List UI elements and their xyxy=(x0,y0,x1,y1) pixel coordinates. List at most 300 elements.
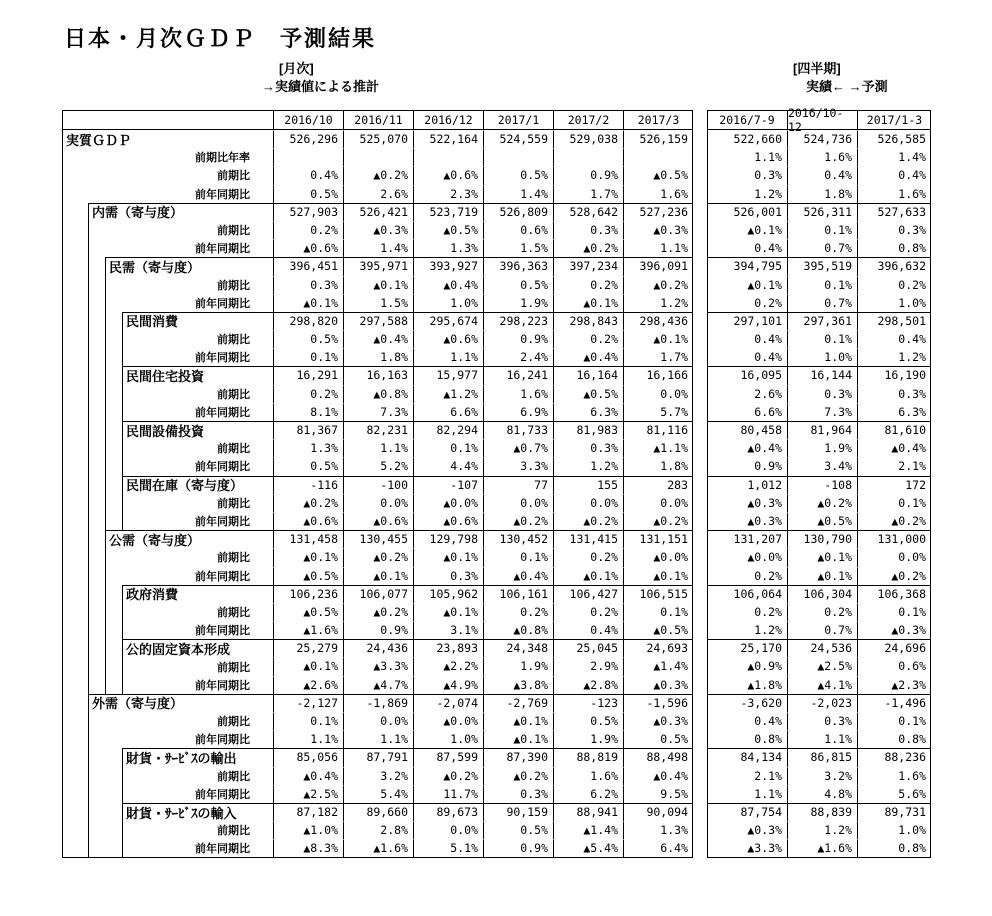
section-box-left-border xyxy=(122,476,123,494)
value-cell: 393,927 xyxy=(413,257,483,275)
value-cell: 5.2% xyxy=(343,457,413,475)
metric-row xyxy=(62,767,932,785)
value-cell: ▲2.5% xyxy=(273,785,343,803)
quarterly-values-group xyxy=(707,767,931,785)
column-header-quarter: 2017/1-3 xyxy=(857,110,931,130)
monthly-values-group xyxy=(62,348,693,366)
section-box-left-border xyxy=(122,748,123,766)
value-cell: 0.1% xyxy=(273,712,343,730)
quarterly-values-group xyxy=(707,457,931,475)
column-header-quarter: 2016/10-12 xyxy=(787,110,857,130)
hierarchy-guide-line xyxy=(88,257,89,275)
section-box-left-border xyxy=(122,385,123,403)
quarterly-header-group xyxy=(707,105,931,134)
monthly-values-group xyxy=(62,294,693,312)
metric-row xyxy=(62,348,932,366)
value-cell: 87,791 xyxy=(343,748,413,766)
value-cell: 0.2% xyxy=(483,603,553,621)
monthly-note-line1: [月次] xyxy=(279,61,314,76)
value-cell: ▲3.3% xyxy=(747,841,782,856)
value-cell: 90,159 xyxy=(483,803,553,821)
quarterly-values-group xyxy=(707,803,931,821)
value-cell: 88,941 xyxy=(553,803,623,821)
value-cell: 131,207 xyxy=(707,530,787,548)
hierarchy-guide-line xyxy=(105,621,106,639)
value-cell: ▲0.9% xyxy=(747,659,782,674)
value-cell: -1,496 xyxy=(857,694,931,712)
value-cell: 6.2% xyxy=(553,785,623,803)
value-cell: 396,451 xyxy=(273,257,343,275)
value-cell: ▲0.5% xyxy=(273,567,343,585)
hierarchy-guide-line xyxy=(105,348,106,366)
value-cell: 0.4% xyxy=(273,166,343,184)
value-cell: 0.2% xyxy=(857,276,931,294)
value-cell: 526,809 xyxy=(483,203,553,221)
value-cell: 16,164 xyxy=(553,366,623,384)
row-label-cell xyxy=(62,294,273,312)
value-cell: ▲8.3% xyxy=(273,839,343,857)
monthly-values-group xyxy=(62,657,693,675)
value-cell: 522,660 xyxy=(733,132,782,146)
quarterly-values-group xyxy=(707,421,931,439)
quarterly-values-group xyxy=(707,785,931,803)
hierarchy-guide-line xyxy=(88,494,89,512)
row-label-cell xyxy=(62,221,273,239)
value-cell: 1.6% xyxy=(857,185,931,203)
value-cell: ▲0.0% xyxy=(623,548,693,566)
value-cell: 1.9% xyxy=(483,657,553,675)
value-cell: 0.5% xyxy=(623,730,693,748)
row-label-cell xyxy=(62,530,273,548)
value-cell: -100 xyxy=(343,476,413,494)
value-cell: 1.4% xyxy=(483,185,553,203)
value-cell: 1.2% xyxy=(754,623,782,638)
value-cell: ▲0.2% xyxy=(553,512,623,530)
value-cell: 3.1% xyxy=(413,621,483,639)
value-cell: ▲2.5% xyxy=(787,657,857,675)
value-cell: 16,163 xyxy=(343,366,413,384)
value-cell: 1.7% xyxy=(553,185,623,203)
value-cell: 24,536 xyxy=(787,639,857,657)
quarterly-values-group xyxy=(707,839,931,857)
row-label-cell xyxy=(62,385,273,403)
value-cell: ▲0.2% xyxy=(483,767,553,785)
value-cell: -2,074 xyxy=(413,694,483,712)
hierarchy-guide-line xyxy=(88,421,89,439)
section-box-left-border xyxy=(122,803,123,821)
value-cell: ▲0.1% xyxy=(787,567,857,585)
row-label-cell xyxy=(62,348,273,366)
value-cell: 396,363 xyxy=(483,257,553,275)
row-label-cell xyxy=(62,785,273,803)
value-cell: 0.7% xyxy=(787,621,857,639)
section-box-left-border xyxy=(105,567,106,585)
value-cell: ▲0.1% xyxy=(273,548,343,566)
value-cell: 395,971 xyxy=(343,257,413,275)
hierarchy-guide-line xyxy=(105,439,106,457)
metric-label: 前期比 xyxy=(217,388,250,401)
row-label-cell xyxy=(62,476,273,494)
metric-row xyxy=(62,567,932,585)
value-cell: ▲0.0% xyxy=(413,494,483,512)
value-cell: 87,599 xyxy=(413,748,483,766)
value-cell: 16,241 xyxy=(483,366,553,384)
quarterly-values-group xyxy=(707,330,931,348)
value-cell: 0.9% xyxy=(483,330,553,348)
value-cell xyxy=(483,148,553,166)
value-cell: 7.3% xyxy=(343,403,413,421)
value-cell: 6.4% xyxy=(623,839,693,857)
value-cell: 131,415 xyxy=(553,530,623,548)
section-row xyxy=(62,639,932,657)
monthly-values-group xyxy=(62,821,693,839)
value-cell: ▲0.1% xyxy=(747,277,782,292)
monthly-values-group xyxy=(62,730,693,748)
value-cell: 0.1% xyxy=(623,603,693,621)
value-cell: 2.4% xyxy=(483,348,553,366)
metric-label: 前期比 xyxy=(217,770,250,783)
section-box-left-border xyxy=(122,657,123,675)
value-cell: -2,769 xyxy=(483,694,553,712)
section-box-left-border xyxy=(122,603,123,621)
section-box-left-border xyxy=(105,294,106,312)
value-cell: 0.2% xyxy=(553,548,623,566)
value-cell: ▲0.2% xyxy=(623,512,693,530)
section-label: 民間在庫（寄与度） xyxy=(126,478,244,494)
value-cell: 1.2% xyxy=(553,457,623,475)
value-cell: 298,820 xyxy=(273,312,343,330)
value-cell: 1.4% xyxy=(857,148,931,166)
hierarchy-guide-line xyxy=(88,530,89,548)
value-cell: ▲0.4% xyxy=(553,348,623,366)
value-cell: -3,620 xyxy=(707,694,787,712)
hierarchy-guide-line xyxy=(88,476,89,494)
value-cell: 130,452 xyxy=(483,530,553,548)
hierarchy-guide-line xyxy=(88,621,89,639)
hierarchy-guide-line xyxy=(88,276,89,294)
table-header-row xyxy=(62,105,932,134)
row-label-cell xyxy=(62,821,273,839)
value-cell: 81,983 xyxy=(553,421,623,439)
value-cell: 106,427 xyxy=(553,585,623,603)
metric-label: 前年同期比 xyxy=(195,788,250,801)
metric-label: 前期比 xyxy=(217,552,250,565)
value-cell: 81,610 xyxy=(857,421,931,439)
value-cell: 81,733 xyxy=(483,421,553,439)
row-label-cell xyxy=(62,548,273,566)
section-row xyxy=(62,530,932,548)
hierarchy-guide-line xyxy=(88,657,89,675)
section-row xyxy=(62,312,932,330)
value-cell: 0.4% xyxy=(553,621,623,639)
value-cell: 2.1% xyxy=(857,457,931,475)
value-cell: 1.8% xyxy=(343,348,413,366)
value-cell: 1.0% xyxy=(787,348,857,366)
metric-label: 前期比 xyxy=(217,170,250,183)
monthly-values-group xyxy=(62,203,693,221)
value-cell: 16,095 xyxy=(707,366,787,384)
row-label-cell xyxy=(62,457,273,475)
monthly-values-group xyxy=(62,676,693,694)
value-cell: 3.4% xyxy=(787,457,857,475)
hierarchy-guide-line xyxy=(105,312,106,330)
value-cell: 90,094 xyxy=(623,803,693,821)
hierarchy-guide-line xyxy=(105,585,106,603)
value-cell: 2.6% xyxy=(343,185,413,203)
hierarchy-guide-line xyxy=(105,385,106,403)
value-cell: 1.3% xyxy=(273,439,343,457)
quarterly-values-group xyxy=(707,530,931,548)
metric-label: 前年同期比 xyxy=(195,625,250,638)
value-cell: ▲0.3% xyxy=(857,621,931,639)
monthly-values-group xyxy=(62,839,693,857)
value-cell: 81,367 xyxy=(273,421,343,439)
value-cell: 1.2% xyxy=(754,186,782,201)
value-cell: ▲0.5% xyxy=(623,166,693,184)
value-cell: ▲0.3% xyxy=(623,221,693,239)
value-cell: 82,231 xyxy=(343,421,413,439)
row-label-cell xyxy=(62,712,273,730)
value-cell: ▲2.3% xyxy=(857,676,931,694)
hierarchy-guide-line xyxy=(88,803,89,821)
value-cell: 298,501 xyxy=(857,312,931,330)
value-cell: 105,962 xyxy=(413,585,483,603)
value-cell: 295,674 xyxy=(413,312,483,330)
value-cell: 89,660 xyxy=(343,803,413,821)
value-cell: 3.3% xyxy=(483,457,553,475)
value-cell: 0.4% xyxy=(754,350,782,365)
value-cell: 3.2% xyxy=(787,767,857,785)
monthly-values-group xyxy=(62,148,693,166)
value-cell: 0.3% xyxy=(857,221,931,239)
hierarchy-guide-line xyxy=(88,439,89,457)
monthly-values-group xyxy=(62,312,693,330)
value-cell: 0.3% xyxy=(273,276,343,294)
metric-label: 前期比 xyxy=(217,225,250,238)
value-cell: 0.2% xyxy=(754,295,782,310)
row-label-cell xyxy=(62,403,273,421)
value-cell: ▲4.9% xyxy=(413,676,483,694)
hierarchy-guide-line xyxy=(88,839,89,857)
value-cell: 1.5% xyxy=(483,239,553,257)
value-cell: 0.2% xyxy=(273,221,343,239)
value-cell: 526,585 xyxy=(857,130,931,148)
quarterly-values-group xyxy=(707,348,931,366)
value-cell: 89,731 xyxy=(857,803,931,821)
row-label-cell xyxy=(62,312,273,330)
value-cell: 87,390 xyxy=(483,748,553,766)
value-cell: 2.8% xyxy=(343,821,413,839)
value-cell: 0.8% xyxy=(857,839,931,857)
row-label-cell xyxy=(62,421,273,439)
value-cell: -2,023 xyxy=(787,694,857,712)
value-cell: 5.6% xyxy=(857,785,931,803)
value-cell: 1,012 xyxy=(707,476,787,494)
value-cell: 527,236 xyxy=(623,203,693,221)
row-label-cell xyxy=(62,330,273,348)
value-cell: 0.2% xyxy=(553,276,623,294)
metric-row xyxy=(62,839,932,857)
quarterly-values-group xyxy=(707,821,931,839)
value-cell: 526,311 xyxy=(787,203,857,221)
row-label-cell xyxy=(62,639,273,657)
value-cell: 87,182 xyxy=(273,803,343,821)
value-cell: 524,559 xyxy=(483,130,553,148)
quarterly-values-group xyxy=(707,676,931,694)
value-cell: ▲1.4% xyxy=(553,821,623,839)
monthly-values-group xyxy=(62,366,693,384)
metric-row xyxy=(62,676,932,694)
monthly-values-group xyxy=(62,712,693,730)
value-cell: 527,903 xyxy=(273,203,343,221)
value-cell: 130,455 xyxy=(343,530,413,548)
value-cell: 297,361 xyxy=(787,312,857,330)
monthly-values-group xyxy=(62,457,693,475)
quarterly-values-group xyxy=(707,239,931,257)
value-cell: 0.4% xyxy=(857,330,931,348)
value-cell: 0.0% xyxy=(413,821,483,839)
quarterly-values-group xyxy=(707,439,931,457)
value-cell: 1.6% xyxy=(787,148,857,166)
row-label-cell xyxy=(62,694,273,712)
hierarchy-guide-line xyxy=(88,512,89,530)
value-cell: 0.0% xyxy=(553,494,623,512)
value-cell: 397,234 xyxy=(553,257,623,275)
quarterly-values-group xyxy=(707,294,931,312)
section-box-left-border xyxy=(122,621,123,639)
value-cell: 89,673 xyxy=(413,803,483,821)
value-cell: 298,436 xyxy=(623,312,693,330)
section-row xyxy=(62,130,932,148)
quarterly-values-group xyxy=(707,476,931,494)
value-cell: ▲0.4% xyxy=(623,767,693,785)
value-cell: 3.2% xyxy=(343,767,413,785)
value-cell: ▲0.4% xyxy=(857,439,931,457)
value-cell: 0.1% xyxy=(787,276,857,294)
metric-row xyxy=(62,821,932,839)
hierarchy-guide-line xyxy=(88,312,89,330)
quarterly-values-group xyxy=(707,548,931,566)
monthly-values-group xyxy=(62,530,693,548)
quarterly-values-group xyxy=(707,657,931,675)
value-cell: ▲0.2% xyxy=(343,548,413,566)
hierarchy-guide-line xyxy=(88,767,89,785)
page-title: 日本・月次ＧＤＰ 予測結果 xyxy=(64,26,377,52)
value-cell: ▲2.6% xyxy=(273,676,343,694)
value-cell: 2.3% xyxy=(413,185,483,203)
value-cell: 394,795 xyxy=(707,257,787,275)
metric-row xyxy=(62,276,932,294)
value-cell: 106,515 xyxy=(623,585,693,603)
value-cell: 1.1% xyxy=(343,439,413,457)
row-label-cell xyxy=(62,767,273,785)
value-cell: ▲0.1% xyxy=(553,294,623,312)
section-row xyxy=(62,476,932,494)
value-cell: 1.2% xyxy=(857,348,931,366)
value-cell: ▲0.3% xyxy=(747,823,782,838)
value-cell: 0.5% xyxy=(483,276,553,294)
section-box-left-border xyxy=(122,403,123,421)
value-cell: 0.9% xyxy=(343,621,413,639)
hierarchy-guide-line xyxy=(105,512,106,530)
value-cell: ▲0.2% xyxy=(413,767,483,785)
row-label-cell xyxy=(62,239,273,257)
value-cell: 0.0% xyxy=(623,494,693,512)
value-cell: 0.2% xyxy=(553,603,623,621)
section-label: 公需（寄与度） xyxy=(109,532,201,548)
row-label-cell xyxy=(62,203,273,221)
row-label-cell xyxy=(62,748,273,766)
quarterly-note xyxy=(793,60,888,96)
value-cell: 2.1% xyxy=(754,768,782,783)
monthly-values-group xyxy=(62,185,693,203)
value-cell: ▲0.6% xyxy=(343,512,413,530)
hierarchy-guide-line xyxy=(88,748,89,766)
section-label: 外需（寄与度） xyxy=(92,696,184,712)
value-cell: 0.1% xyxy=(787,330,857,348)
value-cell: 88,498 xyxy=(623,748,693,766)
hierarchy-guide-line xyxy=(88,603,89,621)
section-box-left-border xyxy=(105,548,106,566)
metric-row xyxy=(62,148,932,166)
value-cell: ▲0.1% xyxy=(273,294,343,312)
value-cell: 25,170 xyxy=(707,639,787,657)
hierarchy-guide-line xyxy=(105,330,106,348)
value-cell: 529,038 xyxy=(553,130,623,148)
quarterly-values-group xyxy=(707,385,931,403)
value-cell: 526,001 xyxy=(707,203,787,221)
value-cell: 0.6% xyxy=(857,657,931,675)
metric-label: 前年同期比 xyxy=(195,843,250,856)
hierarchy-guide-line xyxy=(105,457,106,475)
value-cell: 0.3% xyxy=(413,567,483,585)
section-box-left-border xyxy=(105,257,106,275)
monthly-values-group xyxy=(62,567,693,585)
row-label-cell xyxy=(62,676,273,694)
value-cell: 106,304 xyxy=(787,585,857,603)
metric-row xyxy=(62,785,932,803)
hierarchy-guide-line xyxy=(105,494,106,512)
value-cell: 131,458 xyxy=(273,530,343,548)
value-cell: 0.5% xyxy=(483,166,553,184)
monthly-values-group xyxy=(62,476,693,494)
value-cell: 88,819 xyxy=(553,748,623,766)
value-cell: -1,596 xyxy=(623,694,693,712)
value-cell: 106,064 xyxy=(707,585,787,603)
value-cell: 0.2% xyxy=(754,604,782,619)
section-label: 内需（寄与度） xyxy=(92,205,184,221)
monthly-values-group xyxy=(62,512,693,530)
hierarchy-guide-line xyxy=(88,639,89,657)
value-cell: 0.4% xyxy=(857,166,931,184)
value-cell: 2.6% xyxy=(754,386,782,401)
value-cell: ▲0.2% xyxy=(857,512,931,530)
value-cell: 1.0% xyxy=(857,294,931,312)
value-cell xyxy=(413,148,483,166)
value-cell: -107 xyxy=(413,476,483,494)
value-cell: ▲1.8% xyxy=(747,677,782,692)
hierarchy-guide-line xyxy=(105,366,106,384)
metric-label: 前年同期比 xyxy=(195,188,250,201)
value-cell: ▲0.2% xyxy=(273,494,343,512)
metric-row xyxy=(62,385,932,403)
value-cell: 1.1% xyxy=(754,150,782,165)
value-cell: 0.3% xyxy=(553,439,623,457)
value-cell: 1.6% xyxy=(623,185,693,203)
quarterly-values-group xyxy=(707,203,931,221)
value-cell: ▲0.3% xyxy=(343,221,413,239)
value-cell: 16,291 xyxy=(273,366,343,384)
